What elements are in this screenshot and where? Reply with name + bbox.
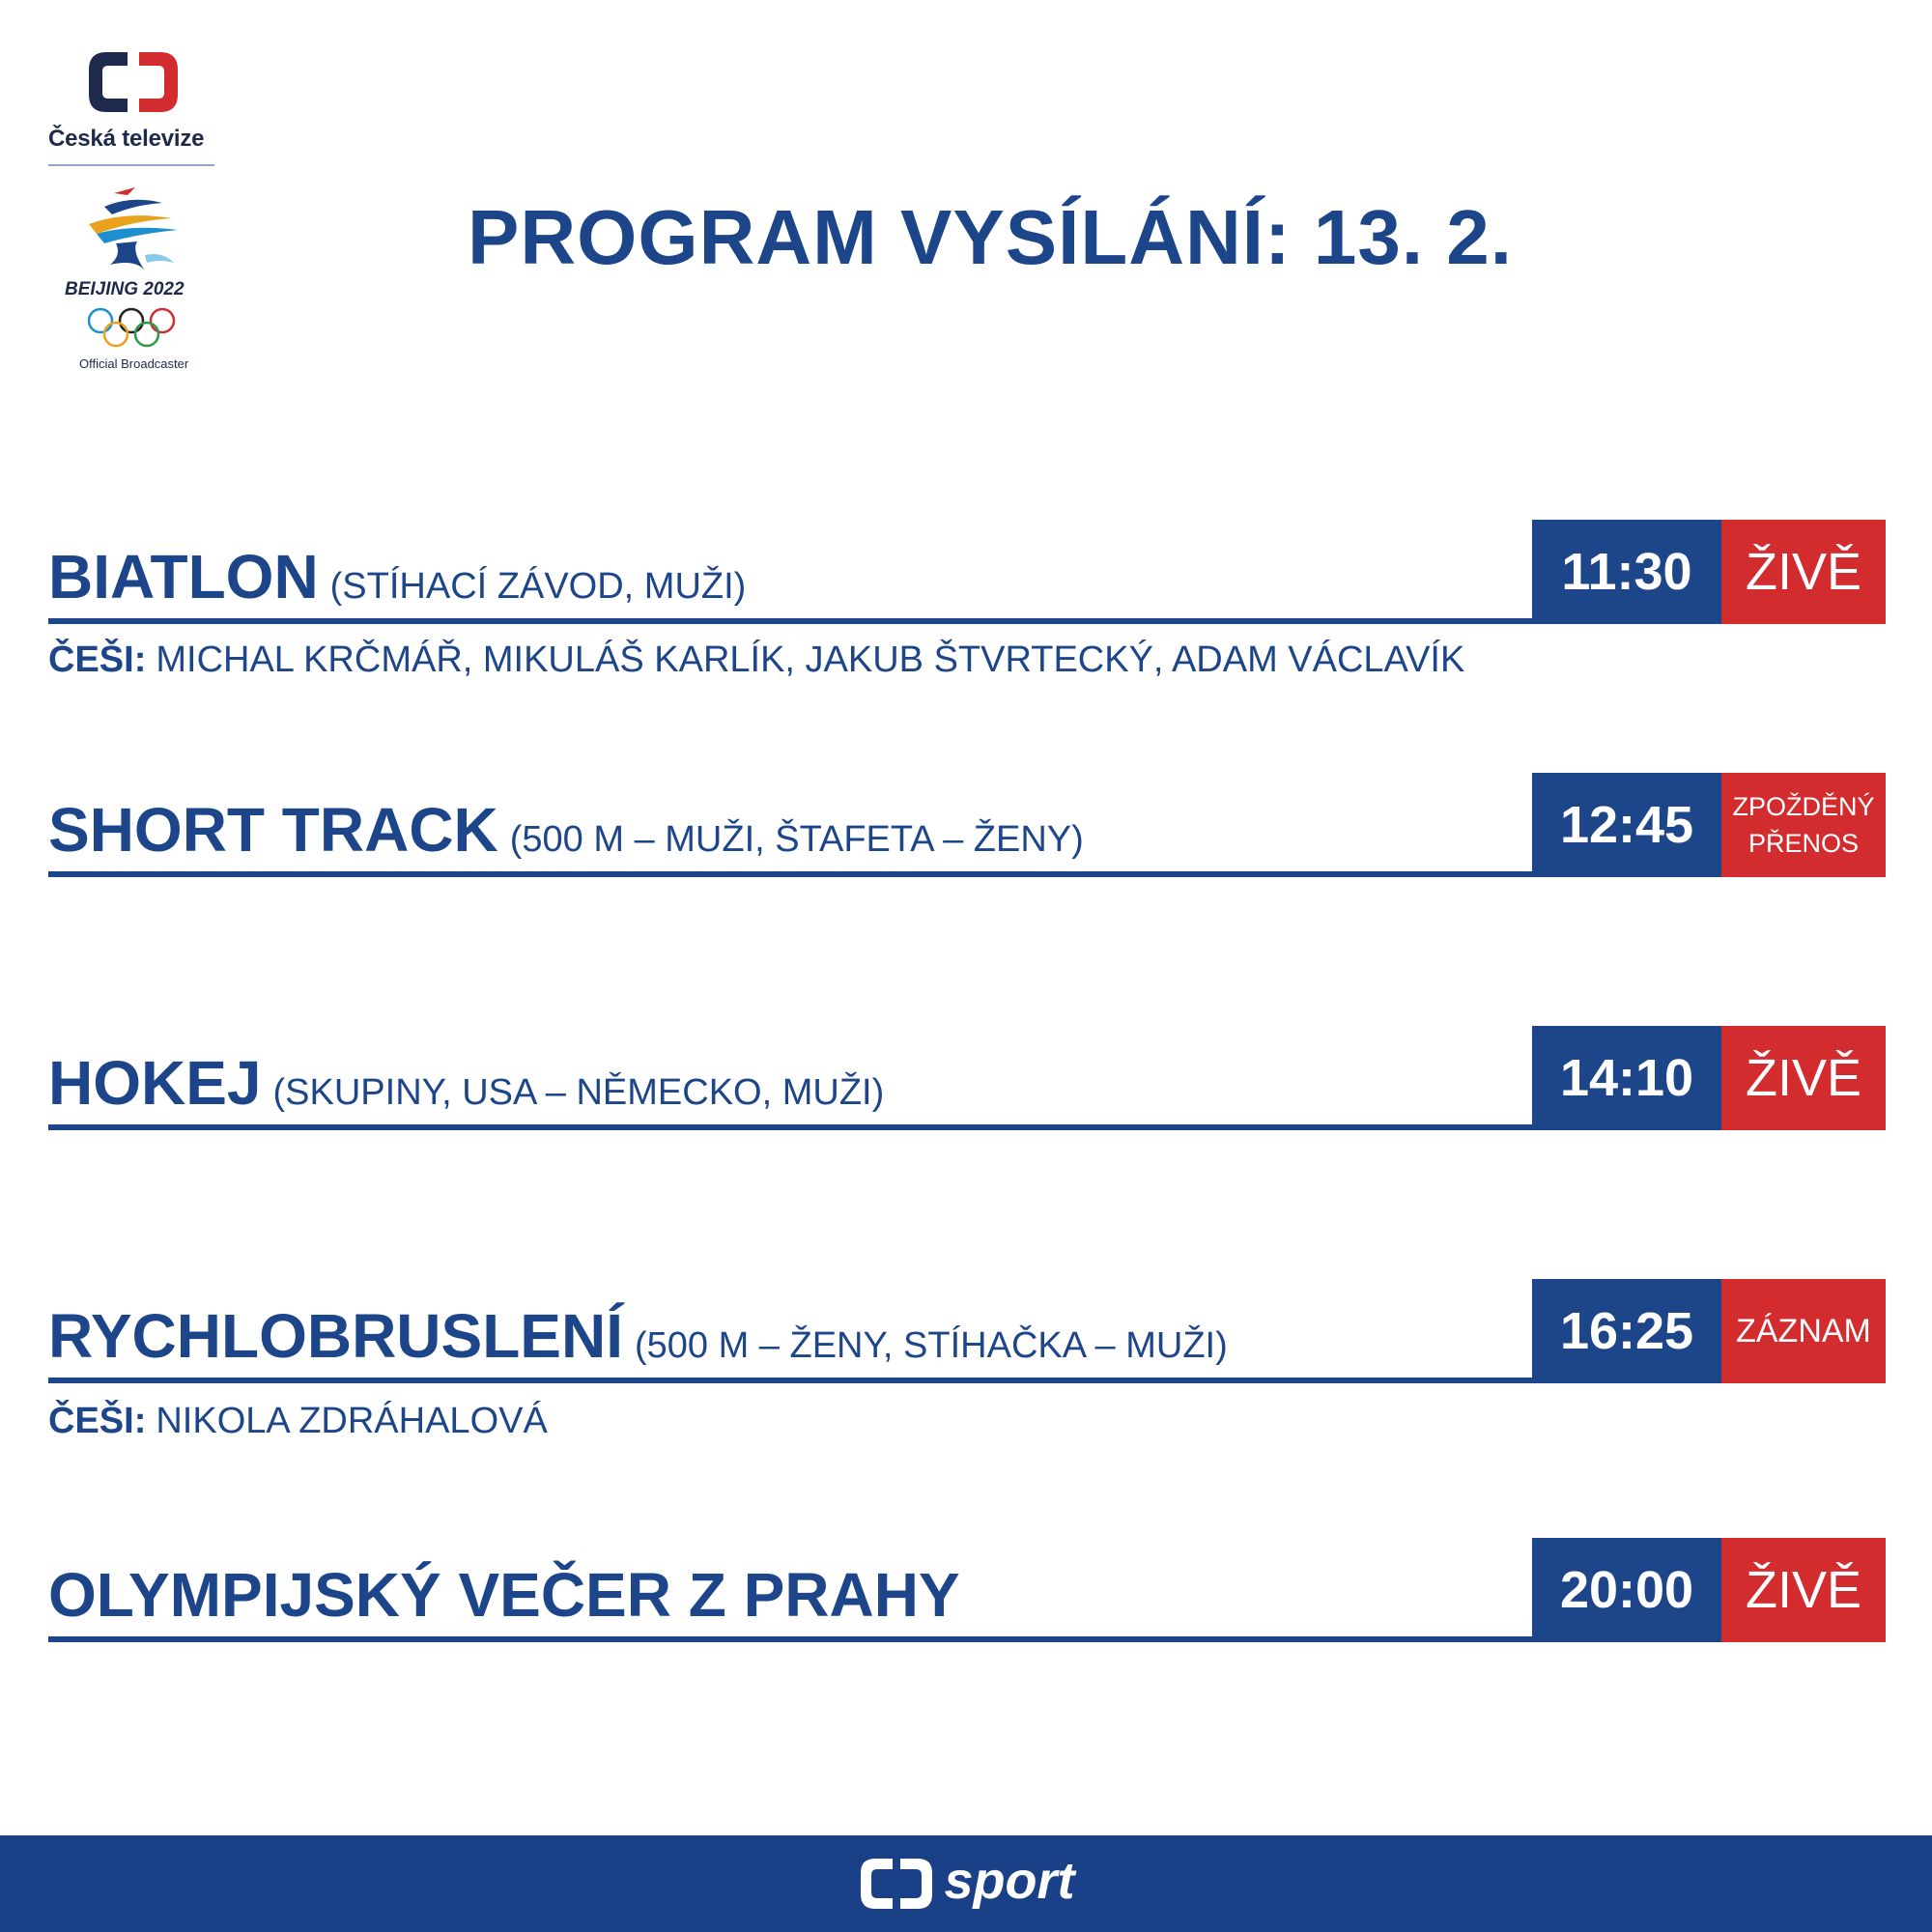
event-name: SHORT TRACK — [48, 795, 498, 865]
program-row-hokej — [48, 1026, 1884, 1130]
broadcaster-name: Česká televize — [48, 126, 205, 152]
row-underline — [48, 618, 1532, 624]
czech-athletes-label: ČEŠI: — [48, 1401, 147, 1441]
status-label: ZPOŽDĚNÝ PŘENOS — [1732, 792, 1875, 858]
status-label: ŽIVĚ — [1745, 1561, 1862, 1619]
event-heading — [48, 1300, 1228, 1372]
status-badge — [1721, 1026, 1886, 1130]
row-underline — [48, 871, 1532, 877]
footer-bar — [0, 1835, 1932, 1932]
games-name: BEIJING 2022 — [65, 279, 185, 299]
status-badge — [1721, 520, 1886, 624]
event-detail: (500 M – ŽENY, STÍHAČKA – MUŽI) — [634, 1325, 1228, 1366]
event-detail: (SKUPINY, USA – NĚMECKO, MUŽI) — [272, 1072, 885, 1113]
row-underline — [48, 1636, 1532, 1642]
status-label: ZÁZNAM — [1736, 1312, 1871, 1350]
status-label: ŽIVĚ — [1745, 543, 1862, 601]
event-name: BIATLON — [48, 542, 319, 611]
footer-channel-name: sport — [944, 1852, 1075, 1910]
broadcaster-tagline: Official Broadcaster — [79, 356, 189, 371]
czech-athletes-label: ČEŠI: — [48, 639, 147, 680]
row-underline — [48, 1378, 1532, 1383]
ceska-televize-logo-icon — [85, 48, 182, 116]
czech-athletes-list: MICHAL KRČMÁŘ, MIKULÁŠ KARLÍK, JAKUB ŠTVRTECKÝ, ADAM VÁCLAVÍK — [156, 639, 1465, 680]
time-badge: 14:10 — [1532, 1026, 1721, 1130]
status-badge — [1721, 773, 1886, 877]
time-badge: 16:25 — [1532, 1279, 1721, 1383]
event-heading — [48, 541, 746, 612]
olympic-rings-icon — [87, 306, 176, 349]
event-detail: (500 M – MUŽI, ŠTAFETA – ŽENY) — [509, 819, 1084, 860]
czech-athletes-biatlon — [48, 639, 1464, 681]
status-badge — [1721, 1279, 1886, 1383]
event-name: OLYMPIJSKÝ VEČER Z PRAHY — [48, 1560, 960, 1630]
czech-athletes-list: NIKOLA ZDRÁHALOVÁ — [156, 1401, 548, 1441]
event-heading — [48, 1559, 960, 1631]
event-name: RYCHLOBRUSLENÍ — [48, 1301, 623, 1371]
time-badge: 11:30 — [1532, 520, 1721, 624]
program-row-short-track — [48, 773, 1884, 877]
ct-sport-logo-icon — [858, 1856, 935, 1912]
program-row-rychlobrusleni — [48, 1279, 1884, 1383]
time-badge: 12:45 — [1532, 773, 1721, 877]
page-title: PROGRAM VYSÍLÁNÍ: 13. 2. — [468, 194, 1513, 280]
row-underline — [48, 1124, 1532, 1130]
program-row-biatlon — [48, 520, 1884, 624]
ct-sport-logo — [858, 1852, 1075, 1912]
program-row-olympijsky-vecer — [48, 1538, 1884, 1642]
event-name: HOKEJ — [48, 1048, 262, 1118]
logo-divider — [48, 164, 214, 166]
time-badge: 20:00 — [1532, 1538, 1721, 1642]
status-label: ŽIVĚ — [1745, 1049, 1862, 1107]
czech-athletes-rychlobrusleni — [48, 1401, 548, 1442]
status-badge — [1721, 1538, 1886, 1642]
event-detail: (STÍHACÍ ZÁVOD, MUŽI) — [329, 566, 747, 607]
event-heading — [48, 794, 1084, 866]
event-heading — [48, 1047, 884, 1119]
